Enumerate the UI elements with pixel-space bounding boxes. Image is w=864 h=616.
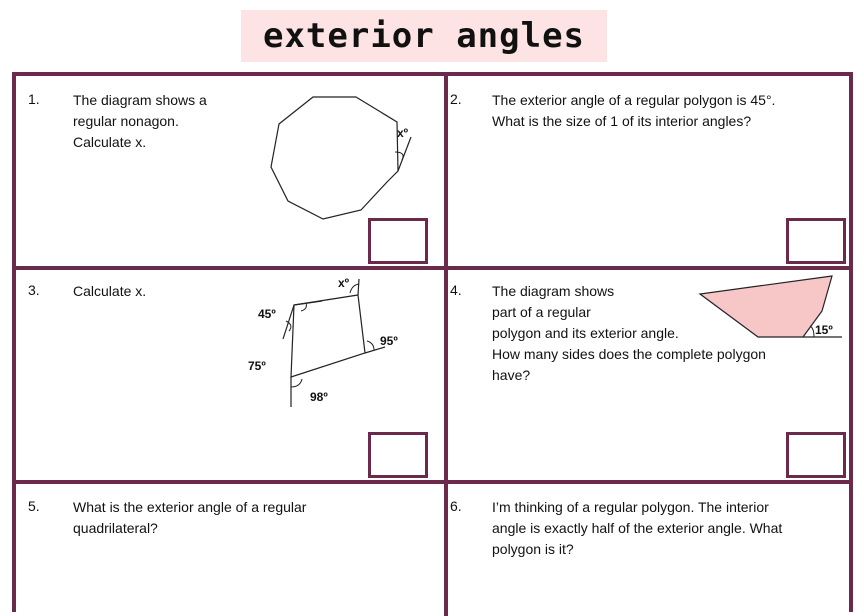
answer-box-2[interactable] (786, 218, 846, 264)
answer-box-3[interactable] (368, 432, 428, 478)
question-number: 2. (450, 91, 462, 107)
question-number: 3. (28, 282, 40, 298)
title-banner (241, 10, 607, 62)
grid-divider-vertical (444, 76, 448, 616)
question-number: 1. (28, 91, 40, 107)
angle-label: 95º (380, 334, 398, 348)
question-text: The diagram shows part of a regular polygon and its exterior angle. How many sides does the complete polygon have? (492, 283, 766, 383)
angle-label: xº (338, 276, 350, 290)
angle-arc (810, 326, 814, 337)
nonagon-shape (271, 97, 398, 219)
angle-label: 98º (310, 390, 328, 404)
angle-arc (291, 379, 302, 387)
question-text: The diagram shows a regular nonagon. Calculate x. (73, 92, 207, 150)
angle-label: xº (397, 126, 409, 140)
angle-label: 45º (258, 307, 276, 321)
question-text: Calculate x. (73, 283, 147, 299)
worksheet-grid (12, 72, 853, 612)
question-number: 6. (450, 498, 462, 514)
quadrilateral-shape (291, 295, 365, 377)
question-text: I’m thinking of a regular polygon. The interior angle is exactly half of the exterior angle. What polygon is it? (492, 499, 783, 557)
extended-side (358, 279, 359, 295)
quadrilateral-diagram (242, 273, 412, 413)
angle-arc (395, 152, 403, 160)
angle-label: 75º (248, 359, 266, 373)
grid-divider-row2 (16, 480, 849, 484)
extended-side (398, 137, 411, 171)
question-number: 5. (28, 498, 40, 514)
angle-label: 15º (815, 323, 833, 337)
answer-box-1[interactable] (368, 218, 428, 264)
extended-side (294, 301, 322, 305)
grid-divider-row1 (16, 266, 849, 270)
page-title: exterior angles (262, 16, 586, 56)
answer-box-4[interactable] (786, 432, 846, 478)
question-number: 4. (450, 282, 462, 298)
partial-polygon-diagram (696, 271, 846, 341)
question-text: The exterior angle of a regular polygon is 45°. What is the size of 1 of its interior angles? (492, 92, 776, 129)
angle-arc (367, 341, 374, 350)
question-text: What is the exterior angle of a regular quadrilateral? (73, 499, 307, 536)
nonagon-diagram (261, 90, 421, 220)
